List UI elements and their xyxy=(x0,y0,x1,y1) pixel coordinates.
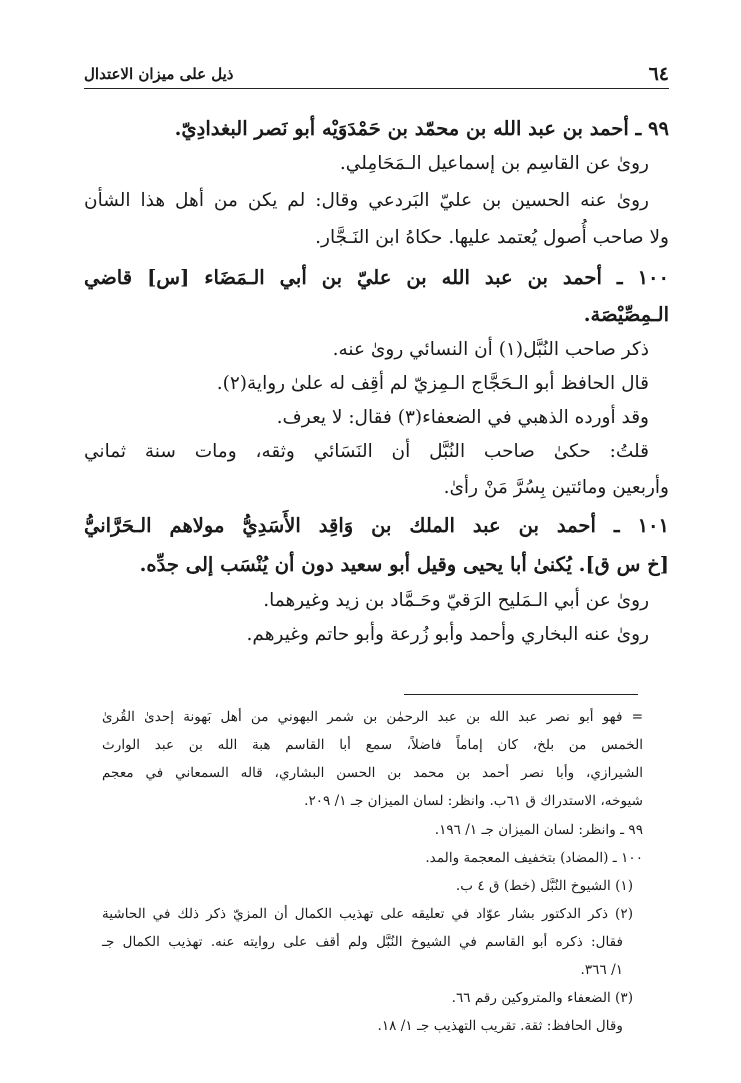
footnote-line: = فهو أبو نصر عبد الله بن عبد الرحمٰن بن شمر البهوني من أهل بَهونة إحدىٰ القُرىٰ xyxy=(102,709,643,725)
footnote-line: (١) الشيوخ النُبَّل (خط) ق ٤ ب. xyxy=(455,878,633,894)
body-text-line: ذكر صاحب النُبَّل(١) أن النسائي روىٰ عنه. xyxy=(332,339,649,360)
body-text-line: قال الحافظ أبو الـحَجَّاج الـمِزيّ لم أقِف له علىٰ رواية(٢). xyxy=(216,373,649,394)
footnote-line: (٣) الضعفاء والمتروكين رقم ٦٦. xyxy=(451,990,633,1006)
footnote-line: ١٠٠ ـ (المضاد) بتخفيف المعجمة والمد. xyxy=(425,850,643,866)
body-text-line: قلتُ: حكىٰ صاحب النُبَّل أن النَسَائي وثقه، ومات سنة ثماني xyxy=(84,441,649,462)
body-text-line: ولا صاحب أُصول يُعتمد عليها. حكاهُ ابن النَـجَّار. xyxy=(315,227,669,248)
footnote-line: وقال الحافظ: ثقة. تقريب التهذيب جـ ١/ ١٨. xyxy=(377,1018,623,1034)
footnote-line: الشيرازي، وأبا نصر أحمد بن محمد بن الحسن البشاري، قاله السمعاني في معجم xyxy=(102,765,643,781)
entry-heading-line: [خ س ق]. يُكنىٰ أبا يحيى وقيل أبو سعيد دون أن يُنْسَب إلى جدِّه. xyxy=(139,553,669,576)
body-text-line: روىٰ عن القاسِم بن إسماعيل الـمَحَامِلي. xyxy=(339,153,649,174)
footnote-rule xyxy=(404,694,638,695)
body-text-line: وقد أورده الذهبي في الضعفاء(٣) فقال: لا يعرف. xyxy=(276,407,649,428)
footnote-line: الخمس من بلخ، كان إماماً فاضلاً، سمع أبا القاسم هبة الله بن عبد الوارث xyxy=(102,737,643,753)
footnote-line: ٩٩ ـ وانظر: لسان الميزان جـ ١/ ١٩٦. xyxy=(434,822,643,838)
body-text-line: روىٰ عن أبي الـمَليح الرَقيّ وحَـمَّاد بن زيد وغيرهما. xyxy=(263,590,649,611)
entry-heading-line: ١٠٠ ـ أحمد بن عبد الله بن عليّ بن أبي الـمَضَاء [س] قاضي xyxy=(84,266,669,289)
footnote-line: شيوخه، الاستدراك ق ٦١ب. وانظر: لسان الميزان جـ ١/ ٢٠٩. xyxy=(304,793,643,809)
body-text-line: روىٰ عنه البخاري وأحمد وأبو زُرعة وأبو حاتم وغيرهم. xyxy=(246,624,649,645)
footnote-line: (٢) ذكر الدكتور بشار عوّاد في تعليقه على تهذيب الكمال أن المزيّ ذكر ذلك في الحاشية xyxy=(102,906,633,922)
entry-heading-line: ٩٩ ـ أحمد بن عبد الله بن محمّد بن حَمْدَوَيْه أبو نَصر البغدادِيّ. xyxy=(174,117,669,140)
running-header xyxy=(84,58,669,89)
footnote-line: ١/ ٣٦٦. xyxy=(580,962,623,978)
page-number: ٦٤ xyxy=(648,63,669,85)
body-text-line: روىٰ عنه الحسين بن عليّ البَردعي وقال: لم يكن من أهل هذا الشأن xyxy=(84,190,649,211)
body-text-line: وأربعين ومائتين بِسُرَّ مَنْ رأىٰ. xyxy=(443,477,669,498)
running-title: ذيل على ميزان الاعتدال xyxy=(84,65,234,83)
footnote-line: فقال: ذكره أبو القاسم في الشيوخ النُبَّل ولم أقف على روايته عنه. تهذيب الكمال جـ xyxy=(102,934,623,950)
entry-heading-line: الـمِصِّيْصَة. xyxy=(583,303,669,326)
entry-heading-line: ١٠١ ـ أحمد بن عبد الملك بن وَاقِد الأَسَدِيُّ مولاهم الـحَرَّانيُّ xyxy=(84,514,669,537)
